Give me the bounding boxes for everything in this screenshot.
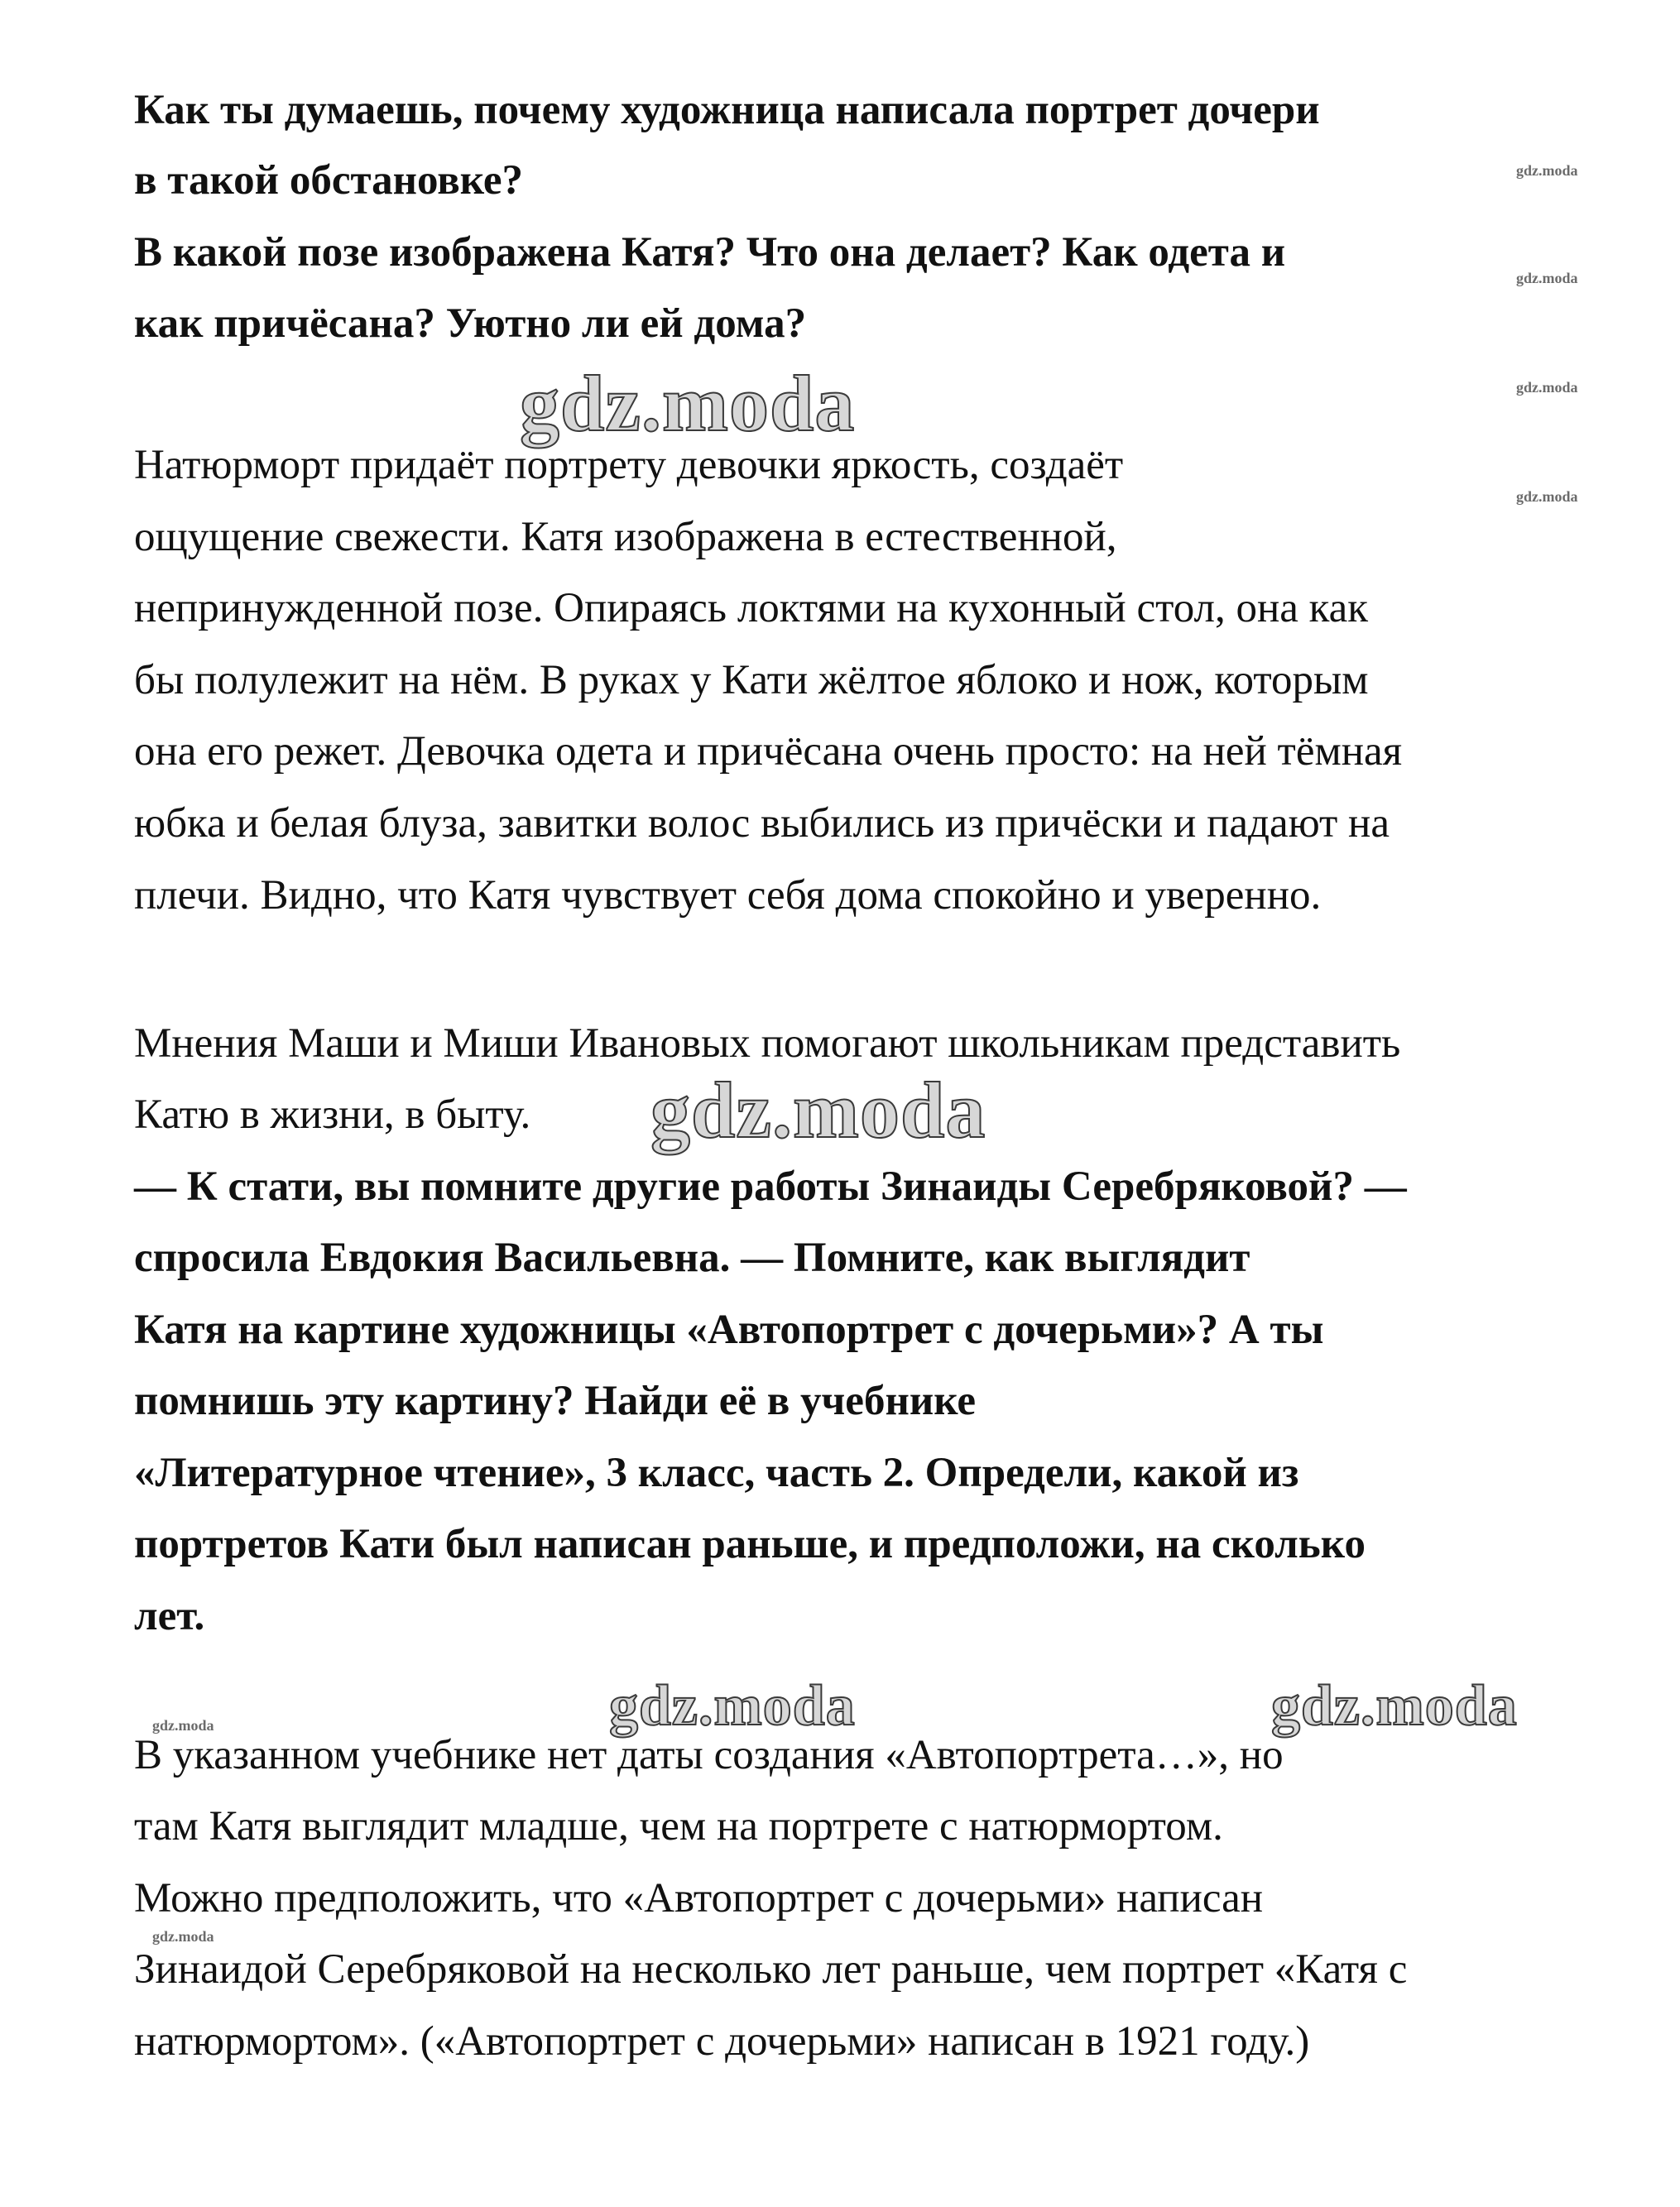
- question-2-line-3: Катя на картине художницы «Автопортрет с дочерьми»? А ты: [134, 1307, 1324, 1353]
- answer-3-line-1: В указанном учебнике нет даты создания «Автопортрета…», но: [134, 1732, 1284, 1778]
- watermark-small: gdz.moda: [1516, 379, 1578, 396]
- question-2-line-5: «Литературное чтение», 3 класс, часть 2. Определи, какой из: [134, 1450, 1299, 1496]
- question-1-line-1: Как ты думаешь, почему художница написала портрет дочери: [134, 87, 1320, 133]
- watermark-small: gdz.moda: [1516, 270, 1578, 286]
- watermark-small: gdz.moda: [1516, 488, 1578, 505]
- question-2-line-2: спросила Евдокия Васильевна. — Помните, как выглядит: [134, 1235, 1250, 1281]
- answer-1-line-5: она его режет. Девочка одета и причёсана очень просто: на ней тёмная: [134, 728, 1403, 775]
- watermark-large: gdz.moda: [650, 1066, 986, 1154]
- answer-3-line-3: Можно предположить, что «Автопортрет с дочерьми» написан: [134, 1875, 1264, 1922]
- answer-2-line-1: Мнения Маши и Миши Ивановых помогают школьникам представить: [134, 1020, 1401, 1067]
- question-1-line-4: как причёсана? Уютно ли ей дома?: [134, 300, 807, 347]
- answer-1-line-2: ощущение свежести. Катя изображена в естественной,: [134, 514, 1117, 560]
- answer-2-line-2: Катю в жизни, в быту.: [134, 1092, 531, 1138]
- watermark-large: gdz.moda: [520, 359, 856, 448]
- answer-1-line-7: плечи. Видно, что Катя чувствует себя дома спокойно и уверенно.: [134, 872, 1322, 919]
- answer-1-line-6: юбка и белая блуза, завитки волос выбились из причёски и падают на: [134, 800, 1390, 847]
- watermark-small: gdz.moda: [1516, 162, 1578, 179]
- watermark-large: gdz.moda: [609, 1674, 856, 1738]
- answer-1-line-4: бы полулежит на нём. В руках у Кати жёлтое яблоко и нож, которым: [134, 657, 1369, 703]
- answer-3-line-4: Зинаидой Серебряковой на несколько лет раньше, чем портрет «Катя с: [134, 1946, 1408, 1993]
- question-2-line-7: лет.: [134, 1593, 205, 1639]
- watermark-large: gdz.moda: [1271, 1674, 1518, 1738]
- answer-3-line-2: там Катя выглядит младше, чем на портрете с натюрмортом.: [134, 1803, 1223, 1850]
- answer-1-line-1: Натюрморт придаёт портрету девочки яркость, создаёт: [134, 442, 1124, 488]
- question-2-line-1: — К стати, вы помните другие работы Зинаиды Серебряковой? —: [134, 1163, 1407, 1210]
- answer-1-line-3: непринужденной позе. Опираясь локтями на кухонный стол, она как: [134, 585, 1369, 631]
- watermark-small: gdz.moda: [152, 1717, 214, 1734]
- watermark-small: gdz.moda: [152, 1928, 214, 1945]
- question-1-line-3: В какой позе изображена Катя? Что она делает? Как одета и: [134, 229, 1286, 276]
- answer-3-line-5: натюрмортом». («Автопортрет с дочерьми» написан в 1921 году.): [134, 2018, 1310, 2065]
- question-2-line-6: портретов Кати был написан раньше, и предположи, на сколько: [134, 1521, 1366, 1567]
- question-1-line-2: в такой обстановке?: [134, 157, 524, 204]
- question-2-line-4: помнишь эту картину? Найди её в учебнике: [134, 1378, 976, 1424]
